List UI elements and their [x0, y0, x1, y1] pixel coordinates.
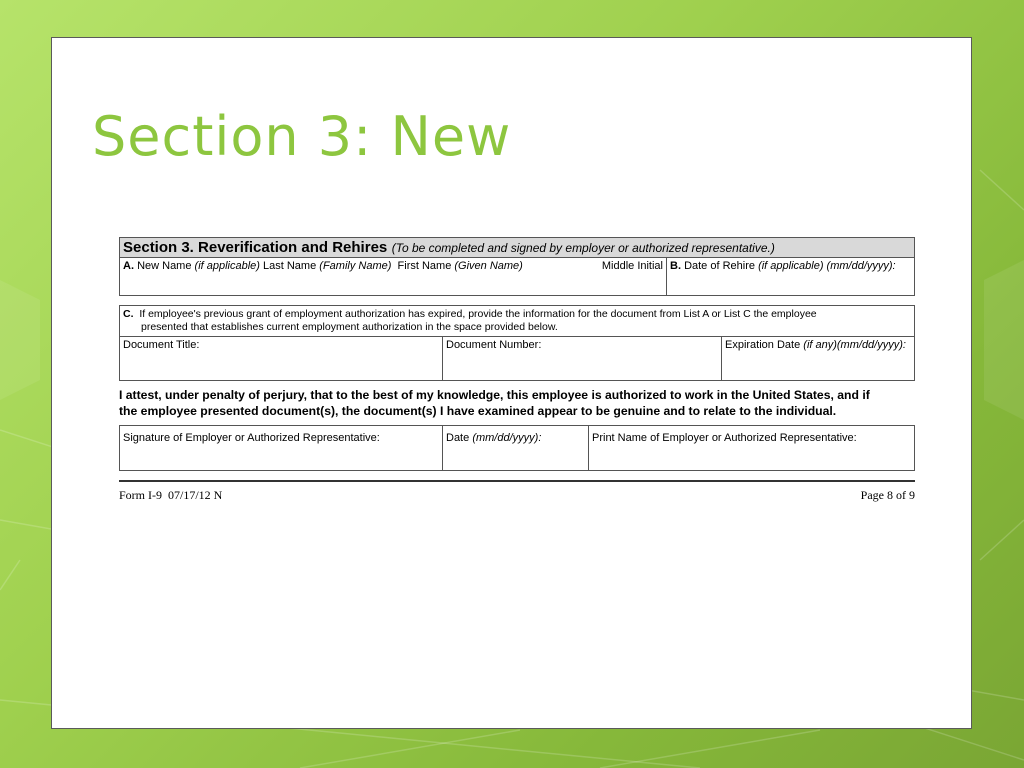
- rehire-hint: (if applicable) (mm/dd/yyyy):: [758, 260, 896, 272]
- date-label: Date: [446, 432, 470, 444]
- row-a-prefix: A.: [123, 260, 134, 272]
- document-instructions: [120, 306, 914, 337]
- attestation-line-2: the employee presented document(s), the document(s) I have examined appear to be genuine and to relate to the individual.: [119, 404, 837, 418]
- document-number-field[interactable]: [442, 337, 721, 380]
- date-of-rehire-field[interactable]: [666, 258, 914, 295]
- row-b-prefix: B.: [670, 260, 681, 272]
- given-name-hint: (Given Name): [454, 260, 523, 272]
- section-title: Section 3. Reverification and Rehires: [123, 239, 388, 256]
- rehire-label: Date of Rehire: [684, 260, 755, 272]
- date-hint: (mm/dd/yyyy):: [472, 432, 542, 444]
- document-row: [120, 337, 914, 380]
- attestation-statement: [119, 387, 915, 419]
- row-new-name: [119, 258, 915, 296]
- signature-label: Signature of Employer or Authorized Representative:: [123, 432, 380, 444]
- new-name-field[interactable]: [120, 258, 666, 295]
- section-subtitle: (To be completed and signed by employer or authorized representative.): [391, 241, 775, 255]
- document-section: [119, 305, 915, 381]
- expiration-date-field[interactable]: [721, 337, 914, 380]
- form-footer: [119, 488, 915, 503]
- slide: [51, 37, 972, 729]
- if-applicable-hint: (if applicable): [194, 260, 260, 272]
- form-i9-section3: [119, 237, 915, 503]
- row-c-prefix: C.: [123, 308, 134, 320]
- footer-divider: [119, 480, 915, 482]
- document-title-label: Document Title:: [123, 339, 200, 351]
- employer-signature-field[interactable]: [120, 426, 442, 470]
- instruction-line-1: If employee's previous grant of employment authorization has expired, provide the information for the document from List A or List C the employee: [139, 308, 817, 320]
- attestation-line-1: I attest, under penalty of perjury, that to the best of my knowledge, this employee is authorized to work in the United States, and if: [119, 388, 870, 402]
- family-name-hint: (Family Name): [319, 260, 392, 272]
- page-number: Page 8 of 9: [860, 488, 915, 502]
- expiration-label: Expiration Date: [725, 339, 801, 351]
- slide-title: Section 3: New: [92, 105, 512, 168]
- expiration-hint: (if any)(mm/dd/yyyy):: [803, 339, 906, 351]
- last-name-label: Last Name: [263, 260, 317, 272]
- signature-row: [119, 425, 915, 471]
- section-header: [119, 237, 915, 258]
- signature-date-field[interactable]: [442, 426, 588, 470]
- instruction-line-2: presented that establishes current employment authorization in the space provided below.: [141, 321, 558, 333]
- employer-print-name-field[interactable]: [588, 426, 914, 470]
- form-id: Form I-9 07/17/12 N: [119, 488, 223, 502]
- document-number-label: Document Number:: [446, 339, 542, 351]
- middle-initial-label: Middle Initial: [601, 260, 663, 272]
- print-name-label: Print Name of Employer or Authorized Representative:: [592, 432, 857, 444]
- new-name-label: New Name: [137, 260, 192, 272]
- document-title-field[interactable]: [120, 337, 442, 380]
- first-name-label: First Name: [397, 260, 452, 272]
